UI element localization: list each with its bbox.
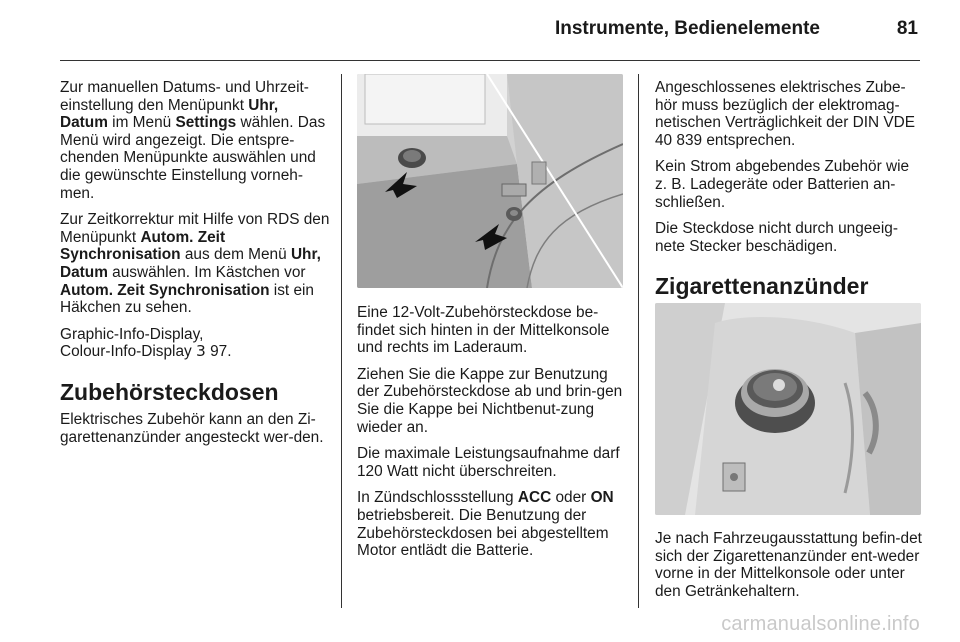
paragraph-ignition: In Zündschlossstellung ACC oder ON betriebsbereit. Die Benutzung der Zubehörsteckdosen bei abgestelltem Motor entlädt die Batterie. (357, 489, 614, 560)
paragraph-display-reference: Graphic-Info-Display, Colour-Info-Display 3 97. (60, 325, 232, 361)
paragraph-lighter-location: Je nach Fahrzeugausstattung befin-det sich der Zigarettenanzünder ent-weder vorne in der Mittelkonsole oder unter den Getränkehaltern. (655, 530, 922, 600)
lighter-illustration (655, 303, 921, 515)
column-divider-left (341, 74, 342, 608)
paragraph-no-charging: Kein Strom abgebendes Zubehör wie z. B. Ladegeräte oder Batterien an-schließen. (655, 158, 910, 211)
section-title: Instrumente, Bedienelemente (554, 18, 820, 39)
figure-accessory-socket (357, 74, 623, 288)
figure-cigarette-lighter (655, 303, 921, 515)
ignition-acc: ACC (517, 489, 552, 507)
menu-item-clock-date: Uhr, Datum (60, 96, 279, 132)
paragraph-accessory-intro: Elektrisches Zubehör kann an den Zi-garettenanzünder angesteckt wer-den. (60, 410, 324, 446)
paragraph-date-time: Zur manuellen Datums- und Uhrzeit-einstellung den Menüpunkt Uhr, Datum im Menü Settings wählen. Das Menü wird angezeigt. Die entspre-chenden Menüpunkte auswählen und die gewünschte Einstellung vorneh-men. (60, 79, 326, 202)
socket-illustration (357, 74, 623, 288)
page-reference-icon[interactable]: 3 (196, 342, 206, 361)
menu-item-auto-sync-2: Autom. Zeit Synchronisation (60, 281, 270, 299)
page-reference-link[interactable]: 97. (205, 343, 232, 361)
paragraph-emc: Angeschlossenes elektrisches Zube-hör muss bezüglich der elektromag-netischen Verträglichkeit der DIN VDE 40 839 entsprechen. (655, 79, 916, 149)
paragraph-rds-sync: Zur Zeitkorrektur mit Hilfe von RDS den Menüpunkt Autom. Zeit Synchronisation aus dem Menü Uhr, Datum auswählen. Im Kästchen vor Autom. Zeit Synchronisation ist ein Häkchen zu sehen. (60, 211, 330, 317)
column-divider-right (638, 74, 639, 608)
menu-item-auto-sync: Autom. Zeit Synchronisation (60, 228, 226, 264)
header-divider (60, 60, 920, 61)
left-column (60, 79, 330, 455)
ignition-on: ON (590, 489, 614, 507)
menu-clock-date: Uhr, Datum (60, 246, 321, 281)
heading-accessory-sockets: Zubehörsteckdosen (60, 378, 279, 405)
paragraph-plug-warning: Die Steckdose nicht durch ungeeig-nete Stecker beschädigen. (655, 220, 898, 255)
page-number: 81 (896, 18, 918, 39)
page-header (0, 0, 960, 58)
watermark: carmanualsonline.info (721, 613, 920, 635)
right-column-lower (655, 530, 923, 609)
paragraph-max-power: Die maximale Leistungsaufnahme darf 120 Watt nicht überschreiten. (357, 445, 620, 480)
heading-cigarette-lighter: Zigarettenanzünder (655, 273, 869, 300)
middle-column (357, 304, 629, 569)
paragraph-socket-location: Eine 12-Volt-Zubehörsteckdose be-findet sich hinten in der Mittelkonsole und rechts im Laderaum. (357, 304, 610, 357)
menu-settings: Settings (175, 114, 237, 132)
paragraph-socket-cap: Ziehen Sie die Kappe zur Benutzung der Zubehörsteckdose ab und brin-gen Sie die Kappe bei Nichtbenut-zung wieder an. (357, 365, 623, 436)
right-column (655, 79, 923, 305)
